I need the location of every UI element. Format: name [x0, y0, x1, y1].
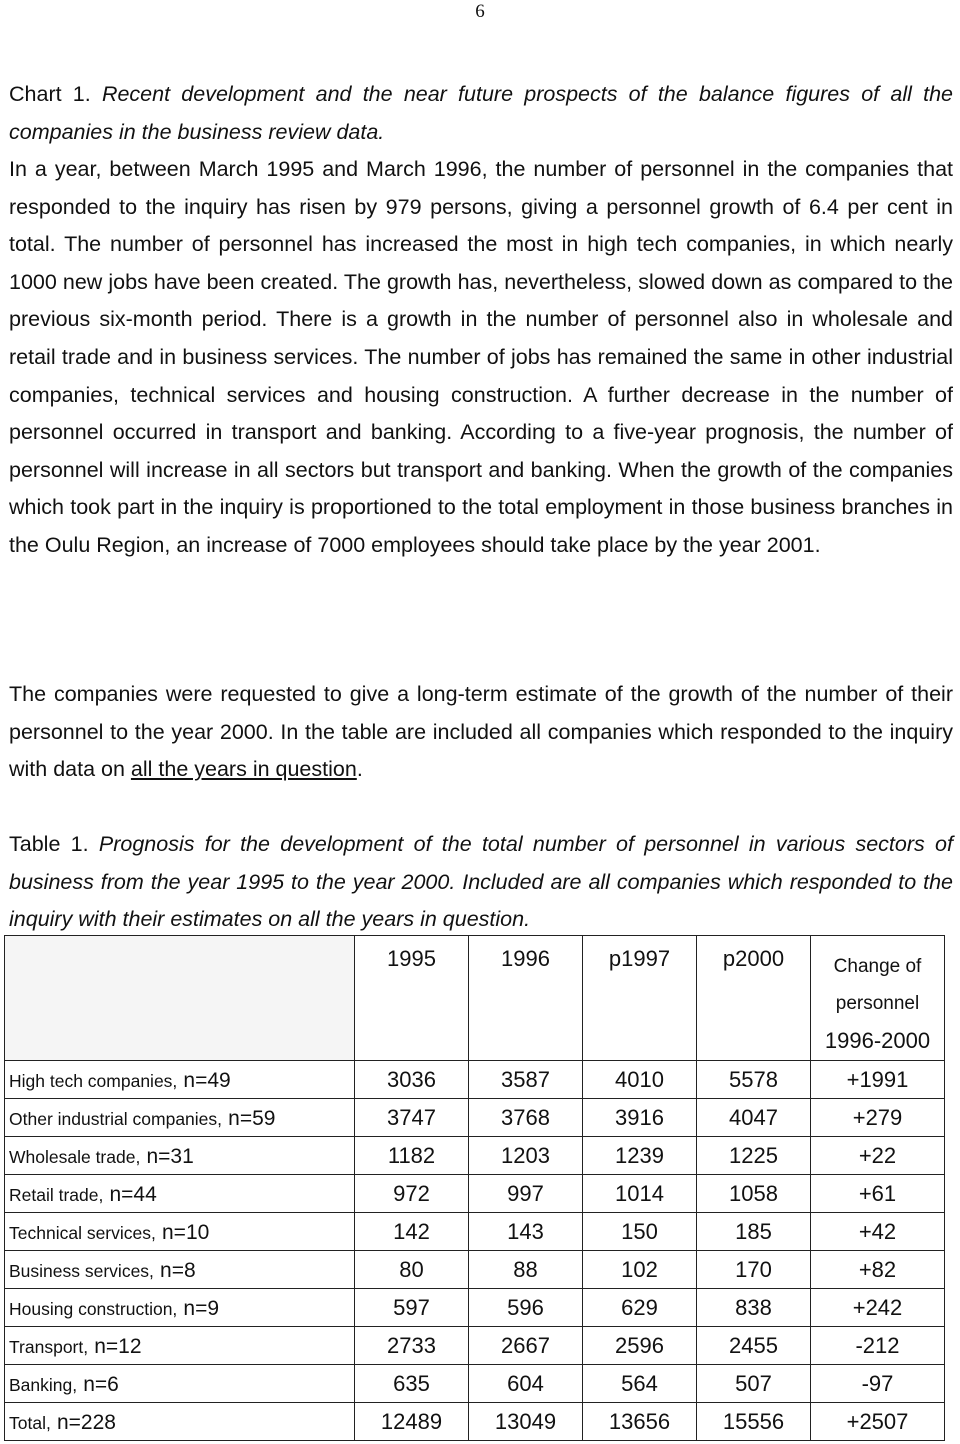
row-value-cell: 1239: [583, 1137, 697, 1175]
chart-caption-label: Chart 1.: [9, 82, 91, 106]
row-value-cell: 597: [355, 1289, 469, 1327]
row-label: [5, 1061, 355, 1099]
row-label: [5, 1327, 355, 1365]
body-paragraph-2: [9, 676, 953, 789]
body-paragraph-2-end: .: [356, 757, 363, 782]
body-paragraph-1-text: In a year, between March 1995 and March 1996, the number of personnel in the companies that responded to the inquiry has risen by 979 persons, giving a personnel growth of 6.4 per cent in total. The number of personnel has increased the most in high tech companies, in which nearly 1000 new jobs have been created. The growth has, nevertheless, slowed down as compared to the previous six-month period. There is a growth in the number of personnel also in wholesale and retail trade and in business services. The number of jobs has remained the same in other industrial companies, technical services and housing construction. A further decrease in the number of personnel occurred in transport and banking. According to a five-year prognosis, the number of personnel will increase in all sectors but transport and banking. When the growth of the companies which took part in the inquiry is proportioned to the total employment in those business branches in the Oulu Region, an increase of 7000 employees should take place by the year 2001.: [9, 157, 953, 557]
row-value-cell: 997: [469, 1175, 583, 1213]
row-value-cell: 3587: [469, 1061, 583, 1099]
table-row: [5, 1137, 945, 1175]
row-sample-size: n=8: [160, 1258, 196, 1282]
row-change-cell: +22: [811, 1137, 945, 1175]
table-header-change: [811, 936, 945, 1061]
row-sector-name: Wholesale trade,: [9, 1146, 141, 1167]
row-label: [5, 1137, 355, 1175]
row-change-cell: +2507: [811, 1403, 945, 1441]
row-value-cell: 3747: [355, 1099, 469, 1137]
row-value-cell: 1182: [355, 1137, 469, 1175]
row-sample-size: n=44: [109, 1182, 157, 1206]
table-header-cell: 1996: [469, 936, 583, 1061]
table-row: [5, 1099, 945, 1137]
row-sample-size: n=10: [162, 1220, 210, 1244]
change-header-line: personnel: [835, 993, 920, 1014]
row-change-cell: +242: [811, 1289, 945, 1327]
chart-caption: [9, 76, 953, 151]
row-value-cell: 185: [697, 1213, 811, 1251]
row-label: [5, 1251, 355, 1289]
table-caption-label: Table 1.: [9, 832, 89, 856]
row-value-cell: 972: [355, 1175, 469, 1213]
table-row: [5, 1365, 945, 1403]
row-sample-size: n=9: [183, 1296, 220, 1320]
row-sample-size: n=6: [83, 1372, 119, 1396]
row-value-cell: 2596: [583, 1327, 697, 1365]
change-header-line: 1996-2000: [824, 1028, 931, 1053]
table-row: [5, 1403, 945, 1441]
row-value-cell: 507: [697, 1365, 811, 1403]
row-value-cell: 170: [697, 1251, 811, 1289]
table-header-cell: p2000: [697, 936, 811, 1061]
row-label: [5, 1099, 355, 1137]
row-value-cell: 596: [469, 1289, 583, 1327]
row-value-cell: 1058: [697, 1175, 811, 1213]
table-header-row: [5, 936, 945, 1061]
row-value-cell: 13656: [583, 1403, 697, 1441]
row-value-cell: 13049: [469, 1403, 583, 1441]
table-row: [5, 1213, 945, 1251]
row-sample-size: n=49: [183, 1068, 231, 1092]
row-sector-name: Transport,: [9, 1336, 89, 1357]
table-header-cell: p1997: [583, 936, 697, 1061]
table-row: [5, 1251, 945, 1289]
row-change-cell: +61: [811, 1175, 945, 1213]
row-value-cell: 3768: [469, 1099, 583, 1137]
row-value-cell: 564: [583, 1365, 697, 1403]
row-sector-name: Total,: [9, 1412, 51, 1433]
body-paragraph-2-text: The companies were requested to give a long-term estimate of the growth of the number of their personnel to the year 2000. In the table are included all companies which responded to the inquiry with data on: [9, 682, 953, 782]
personnel-table: [4, 935, 945, 1441]
row-sector-name: Housing construction,: [9, 1298, 178, 1319]
row-value-cell: 5578: [697, 1061, 811, 1099]
row-label: [5, 1213, 355, 1251]
row-value-cell: 15556: [697, 1403, 811, 1441]
table-header-blank: [5, 936, 355, 1061]
row-sample-size: n=12: [94, 1334, 142, 1358]
table-row: [5, 1175, 945, 1213]
page-number: 6: [475, 1, 485, 22]
row-label: [5, 1175, 355, 1213]
row-sample-size: n=59: [228, 1106, 276, 1130]
table-row: [5, 1289, 945, 1327]
row-value-cell: 12489: [355, 1403, 469, 1441]
row-sector-name: Other industrial companies,: [9, 1108, 223, 1129]
body-paragraph-2-underlined: all the years in question: [130, 757, 357, 782]
row-change-cell: -97: [811, 1365, 945, 1403]
row-value-cell: 2455: [697, 1327, 811, 1365]
row-value-cell: 635: [355, 1365, 469, 1403]
row-value-cell: 88: [469, 1251, 583, 1289]
row-change-cell: +279: [811, 1099, 945, 1137]
row-sample-size: n=31: [146, 1144, 194, 1168]
change-header-line: Change of: [833, 956, 922, 977]
row-value-cell: 838: [697, 1289, 811, 1327]
row-value-cell: 4010: [583, 1061, 697, 1099]
table-caption: [9, 826, 953, 939]
row-sample-size: n=228: [56, 1410, 116, 1434]
row-value-cell: 4047: [697, 1099, 811, 1137]
row-label: [5, 1403, 355, 1441]
row-value-cell: 1225: [697, 1137, 811, 1175]
row-change-cell: +82: [811, 1251, 945, 1289]
table-header-cell: 1995: [355, 936, 469, 1061]
row-label: [5, 1365, 355, 1403]
row-value-cell: 3916: [583, 1099, 697, 1137]
table-caption-title: Prognosis for the development of the total number of personnel in various sectors of business from the year 1995 to the year 2000. Included are all companies which responded to the inquiry with their estimates on all the years in question.: [9, 832, 953, 932]
row-value-cell: 143: [469, 1213, 583, 1251]
row-change-cell: +42: [811, 1213, 945, 1251]
body-paragraph-1: [9, 151, 953, 565]
row-sector-name: Banking,: [9, 1374, 78, 1395]
row-value-cell: 80: [355, 1251, 469, 1289]
row-sector-name: Retail trade,: [9, 1184, 104, 1205]
row-value-cell: 150: [583, 1213, 697, 1251]
table-row: [5, 1327, 945, 1365]
chart-caption-title: Recent development and the near future prospects of the balance figures of all the companies in the business review data.: [9, 82, 953, 144]
row-value-cell: 604: [469, 1365, 583, 1403]
row-change-cell: +1991: [811, 1061, 945, 1099]
row-sector-name: Business services,: [9, 1260, 154, 1281]
row-value-cell: 2667: [469, 1327, 583, 1365]
table-row: [5, 1061, 945, 1099]
row-value-cell: 3036: [355, 1061, 469, 1099]
row-value-cell: 142: [355, 1213, 469, 1251]
row-change-cell: -212: [811, 1327, 945, 1365]
row-value-cell: 2733: [355, 1327, 469, 1365]
row-value-cell: 629: [583, 1289, 697, 1327]
row-value-cell: 1014: [583, 1175, 697, 1213]
row-value-cell: 102: [583, 1251, 697, 1289]
row-value-cell: 1203: [469, 1137, 583, 1175]
row-label: [5, 1289, 355, 1327]
row-sector-name: High tech companies,: [9, 1070, 178, 1091]
row-sector-name: Technical services,: [9, 1222, 156, 1243]
